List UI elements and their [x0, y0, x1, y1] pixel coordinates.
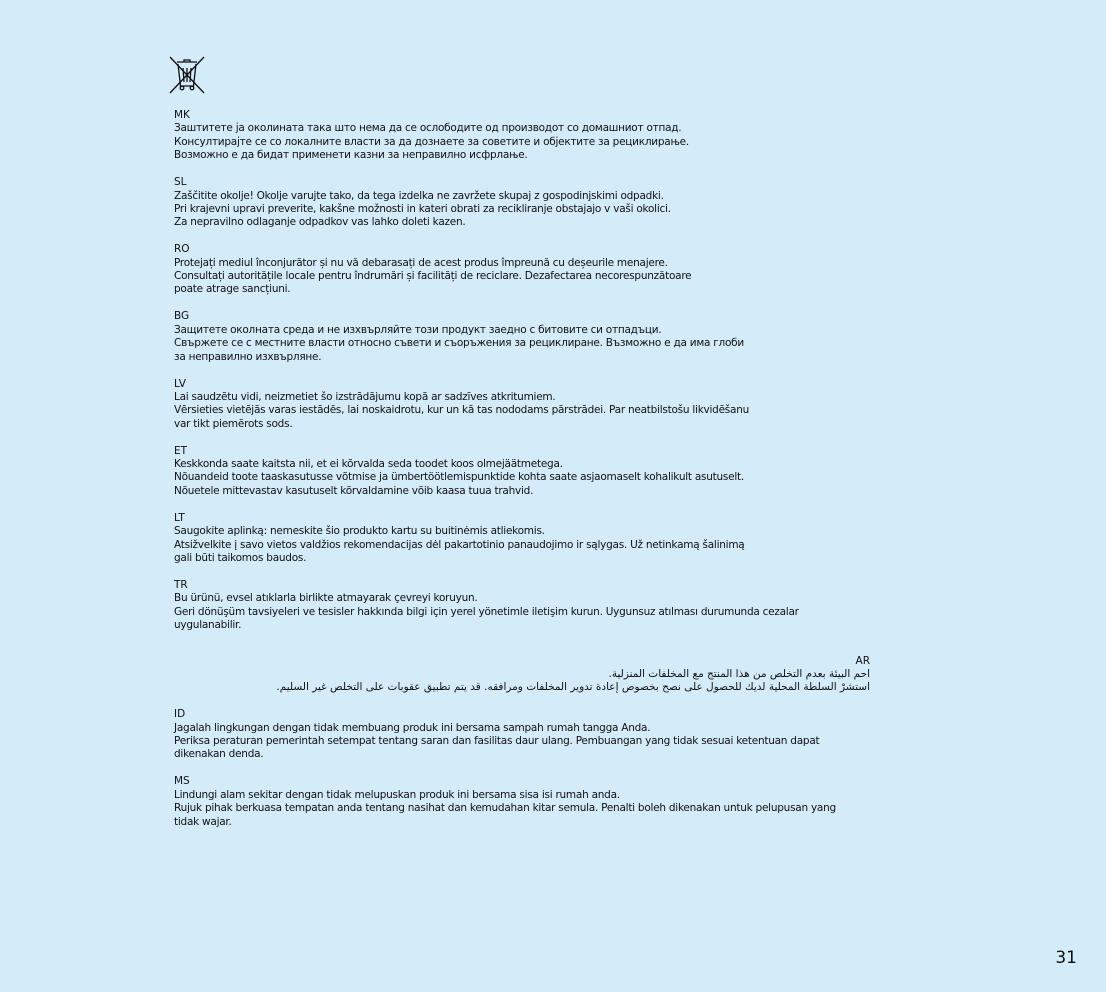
text-line: Periksa peraturan pemerintah setempat tentang saran dan fasilitas daur ulang. Pembuangan yang tidak sesuai ketentuan dapat	[174, 735, 820, 748]
text-line: Atsižvelkite į savo vietos valdžios rekomendacijas dėl pakartotinio panaudojimo ir sąlygas. Už netinkamą šalinimą	[174, 538, 745, 551]
text-line: tidak wajar.	[174, 815, 232, 828]
language-code: RO	[174, 243, 190, 256]
page-number: 31	[1055, 948, 1077, 968]
section-id	[174, 708, 874, 762]
text-line: Zaščitite okolje! Okolje varujte tako, da tega izdelka ne zavržete skupaj z gospodinjskimi odpadki.	[174, 189, 664, 202]
language-code: MK	[174, 109, 190, 121]
text-line: dikenakan denda.	[174, 748, 264, 761]
text-line: Консултирајте се со локалните власти за да дознаете за советите и објектите за рециклирање.	[174, 135, 689, 148]
crossed-out-wheelie-bin-icon	[168, 55, 206, 95]
text-line: Za nepravilno odlaganje odpadkov vas lahko doleti kazen.	[174, 216, 466, 229]
text-line: Geri dönüşüm tavsiyeleri ve tesisler hakkında bilgi için yerel yönetimle iletişim kurun. Uygunsuz atılması durumunda cezalar	[174, 605, 799, 618]
section-et	[174, 445, 874, 499]
text-line: Consultați autoritățile locale pentru îndrumări și facilități de reciclare. Dezafectarea necorespunzătoare	[174, 270, 692, 283]
text-line: احم البيئة بعدم التخلص من هذا المنتج مع المخلفات المنزلية.	[608, 667, 870, 680]
language-code: AR	[855, 654, 870, 667]
text-line: poate atrage sancțiuni.	[174, 283, 291, 296]
section-sl	[174, 176, 874, 230]
text-line: Vērsieties vietējās varas iestādēs, lai noskaidrotu, kur un kā tas nododams pārstrādei. Par neatbilstošu likvidēšanu	[174, 404, 750, 417]
section-lt	[174, 512, 874, 566]
language-code: SL	[174, 176, 187, 189]
text-line: Pri krajevni upravi preverite, kakšne možnosti in kateri obrati za recikliranje obstajajo v vaši okolici.	[174, 202, 671, 215]
text-line: Bu ürünü, evsel atıklarla birlikte atmayarak çevreyi koruyun.	[174, 592, 478, 605]
section-mk	[174, 109, 874, 163]
language-code: LV	[174, 377, 186, 390]
section-tr	[174, 579, 874, 633]
text-line: за неправилно изхвърляне.	[174, 350, 322, 363]
text-line: Защитете околната среда и не изхвърляйте този продукт заедно с битовите си отпадъци.	[174, 323, 662, 336]
disposal-instructions	[174, 109, 874, 842]
section-bg	[174, 310, 874, 364]
text-line: Lai saudzētu vidi, neizmetiet šo izstrādājumu kopā ar sadzīves atkritumiem.	[174, 390, 556, 403]
language-code: ET	[174, 444, 188, 457]
text-line: Keskkonda saate kaitsta nii, et ei kõrvalda seda toodet koos olmejäätmetega.	[174, 458, 563, 471]
text-line: Заштитете ја околината така што нема да се ослободите од производот со домашниот отпад.	[174, 122, 682, 135]
section-lv	[174, 378, 874, 432]
text-line: uygulanabilir.	[174, 619, 242, 632]
text-line: Saugokite aplinką: nemeskite šio produkto kartu su buitinėmis atliekomis.	[174, 525, 545, 538]
text-line: Nõuetele mittevastav kasutuselt kõrvaldamine võib kaasa tuua trahvid.	[174, 484, 534, 497]
section-ms	[174, 775, 874, 829]
language-code: LT	[174, 511, 185, 524]
language-code: ID	[174, 708, 186, 721]
text-line: Rujuk pihak berkuasa tempatan anda tentang nasihat dan kemudahan kitar semula. Penalti boleh dikenakan untuk pelupusan yang	[174, 802, 836, 815]
language-code: TR	[174, 578, 188, 591]
text-line: استشرْ السلطة المحلية لديك للحصول على نصح بخصوص إعادة تدوير المخلفات ومرافقه. قد يتم تطبيق عقوبات على التخلص غير السليم.	[276, 681, 870, 694]
text-line: gali būti taikomos baudos.	[174, 551, 307, 564]
text-line: Nõuandeid toote taaskasutusse võtmise ja ümbertöötlemispunktide kohta saate asjaomaselt kohalikult asutuselt.	[174, 471, 744, 484]
text-line: Свържете се с местните власти относно съвети и съоръжения за рециклиране. Възможно е да има глоби	[174, 337, 744, 350]
text-line: var tikt piemērots sods.	[174, 417, 293, 430]
text-line: Lindungi alam sekitar dengan tidak melupuskan produk ini bersama sisa isi rumah anda.	[174, 788, 620, 801]
section-ar	[174, 655, 874, 695]
language-code: BG	[174, 310, 190, 323]
text-line: Возможно е да бидат применети казни за неправилно исфрлање.	[174, 149, 528, 162]
section-ro	[174, 243, 874, 297]
text-line: Jagalah lingkungan dengan tidak membuang produk ini bersama sampah rumah tangga Anda.	[174, 721, 651, 734]
text-line: Protejați mediul înconjurător și nu vă debarasați de acest produs împreună cu deșeurile menajere.	[174, 256, 668, 269]
language-code: MS	[174, 775, 190, 788]
